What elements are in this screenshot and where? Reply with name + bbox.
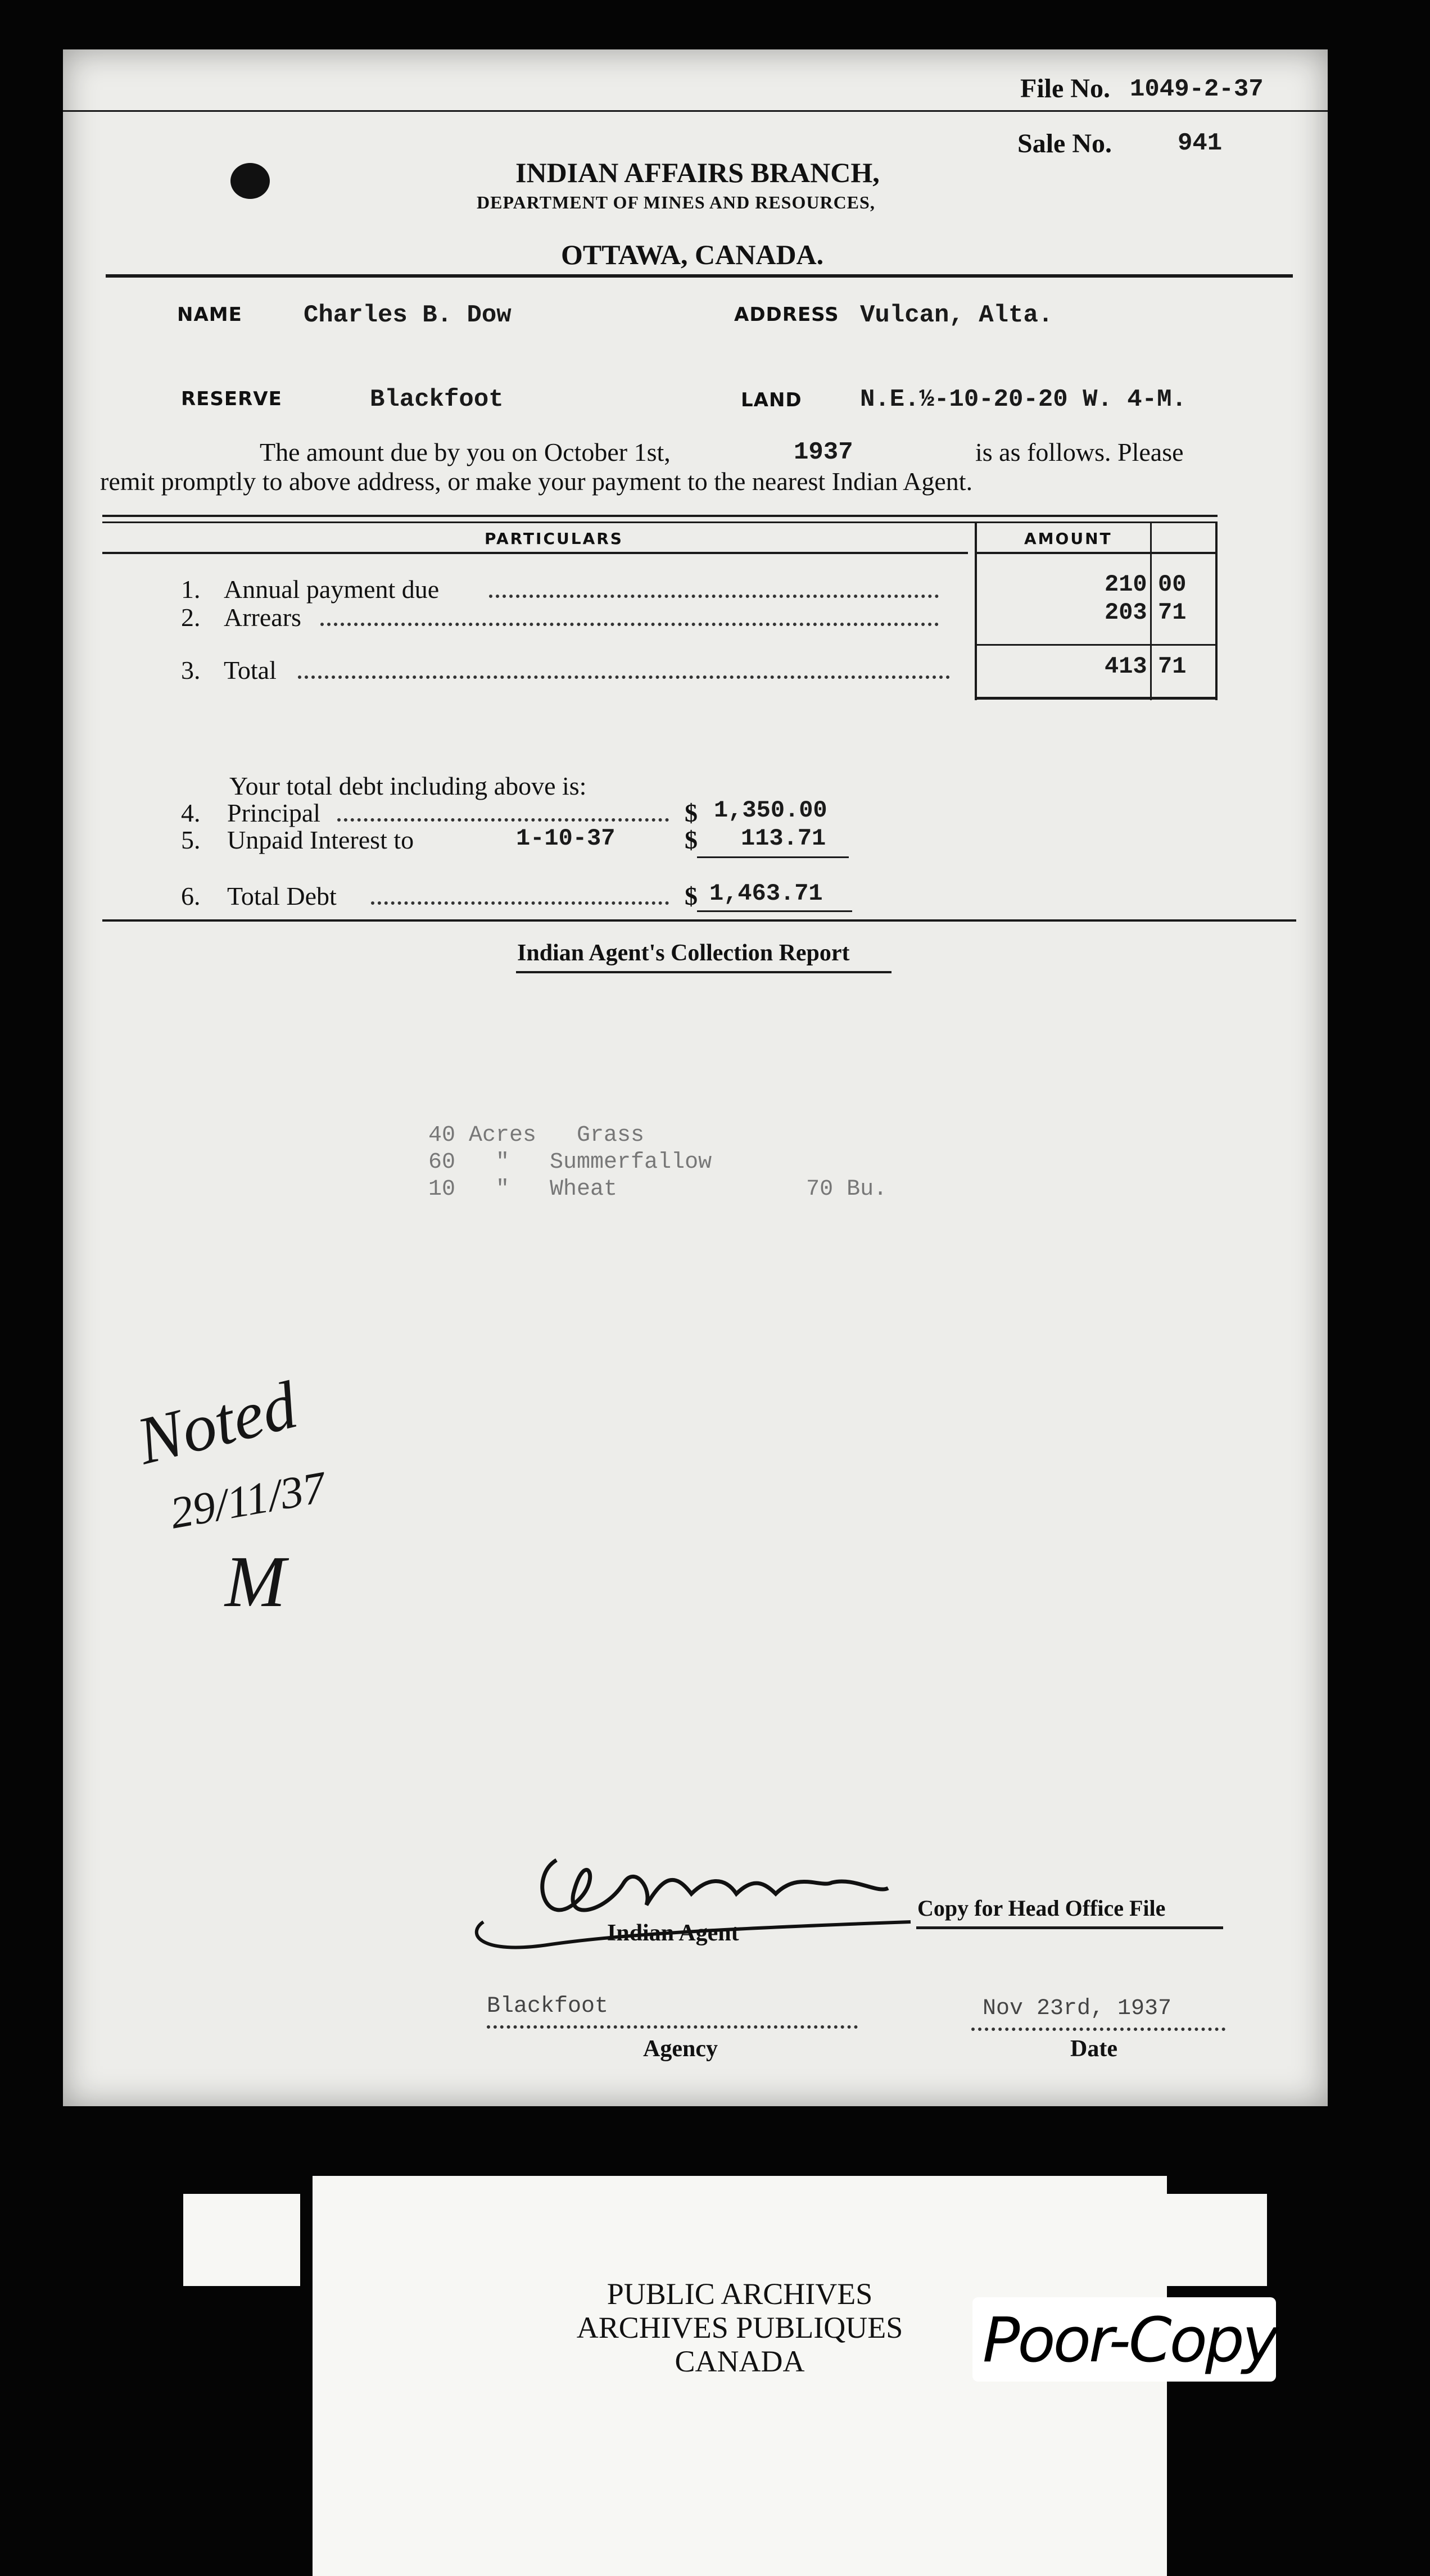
row3-num: 3. (181, 656, 201, 684)
address-value: Vulcan, Alta. (860, 301, 1053, 329)
reserve-value: Blackfoot (370, 386, 504, 414)
cents-divider (1150, 521, 1152, 700)
interest-label: Unpaid Interest to (227, 826, 414, 854)
land-value: N.E.½-10-20-20 W. 4-M. (860, 386, 1187, 414)
amount-left-border (975, 521, 977, 700)
signature-label: Indian Agent (607, 1920, 739, 1946)
row2-dollars: 203 (1105, 599, 1147, 626)
col-particulars: PARTICULARS (485, 529, 623, 548)
row2-leader (320, 623, 939, 626)
handwritten-date: 29/11/37 (166, 1462, 329, 1539)
table-top-rule (102, 515, 1218, 517)
sale-no-label: Sale No. (1017, 129, 1112, 158)
file-no-value: 1049-2-37 (1130, 75, 1264, 103)
report-line-1: 40 Acres Grass (428, 1123, 645, 1148)
row1-leader (489, 595, 939, 598)
agency-value: Blackfoot (487, 1994, 609, 2019)
amount-right-border (1215, 521, 1218, 700)
notice-year: 1937 (794, 438, 853, 466)
total-debt-leader (371, 901, 669, 905)
notice-line2: remit promptly to above address, or make your payment to the nearest Indian Agent. (100, 467, 973, 496)
poor-copy-note: Poor-Copy (983, 2304, 1277, 2376)
table-header-rule (102, 552, 968, 554)
city: OTTAWA, CANADA. (561, 239, 824, 270)
archive-line-3: CANADA (675, 2344, 805, 2378)
principal-value: 1,350.00 (714, 797, 827, 824)
row3-leader (298, 675, 950, 679)
report-title: Indian Agent's Collection Report (517, 940, 850, 966)
table-top-rule-2 (102, 521, 1218, 523)
agency-label: Agency (643, 2036, 718, 2062)
punch-hole (230, 163, 270, 199)
report-title-underline (516, 971, 892, 973)
handwritten-noted: Noted (129, 1367, 304, 1479)
address-label: ADDRESS (734, 303, 839, 326)
notice-line1: The amount due by you on October 1st, (260, 438, 671, 466)
debt-intro: Your total debt including above is: (229, 772, 587, 800)
interest-value: 113.71 (741, 825, 826, 852)
row3-dollars: 413 (1105, 653, 1147, 680)
col-amount: AMOUNT (1024, 529, 1112, 548)
date-value: Nov 23rd, 1937 (983, 1996, 1172, 2021)
name-value: Charles B. Dow (304, 301, 512, 329)
archive-line-1: PUBLIC ARCHIVES (607, 2277, 873, 2311)
interest-underline (697, 856, 849, 858)
copy-label: Copy for Head Office File (917, 1895, 1166, 1921)
reserve-label: RESERVE (181, 388, 282, 410)
row1-cents: 00 (1158, 571, 1187, 598)
top-rule (63, 110, 1328, 112)
document-sheet (63, 49, 1328, 2106)
department: DEPARTMENT OF MINES AND RESOURCES, (477, 192, 875, 212)
amount-header-rule (976, 552, 1218, 554)
notice-line1-end: is as follows. Please (975, 438, 1184, 466)
header-rule (106, 274, 1293, 278)
row1-num: 1. (181, 575, 201, 604)
date-line (971, 2028, 1225, 2031)
copy-underline (916, 1926, 1223, 1929)
row2-num: 2. (181, 603, 201, 632)
handwritten-initial: M (225, 1541, 286, 1622)
row1-label: Annual payment due (224, 575, 440, 604)
principal-label: Principal (227, 799, 321, 827)
report-line-3: 10 " Wheat 70 Bu. (428, 1177, 888, 1202)
archive-line-2: ARCHIVES PUBLIQUES (576, 2311, 903, 2344)
sale-no-value: 941 (1178, 129, 1223, 157)
subtotal-rule (975, 644, 1218, 646)
total-debt-label: Total Debt (227, 882, 337, 910)
stub-tab-left (183, 2194, 300, 2286)
org-title: INDIAN AFFAIRS BRANCH, (515, 157, 880, 188)
row3-cents: 71 (1158, 653, 1187, 680)
row2-label: Arrears (224, 603, 301, 632)
row1-dollars: 210 (1105, 571, 1147, 598)
stub-tab-right (1151, 2194, 1267, 2286)
total-debt-value: 1,463.71 (709, 880, 823, 907)
interest-date: 1-10-37 (516, 825, 616, 852)
total-debt-num: 6. (181, 882, 201, 910)
row3-label: Total (224, 656, 277, 684)
date-label: Date (1070, 2036, 1117, 2062)
interest-currency: $ (685, 826, 698, 854)
section-divider (102, 919, 1296, 922)
principal-num: 4. (181, 799, 201, 827)
agency-line (487, 2025, 858, 2029)
table-bottom-rule (975, 697, 1218, 700)
interest-num: 5. (181, 826, 201, 854)
file-no-label: File No. (1020, 74, 1110, 103)
row2-cents: 71 (1158, 599, 1187, 626)
report-line-2: 60 " Summerfallow (428, 1150, 712, 1175)
land-label: LAND (741, 389, 802, 411)
name-label: NAME (177, 303, 242, 326)
principal-leader (337, 818, 669, 822)
principal-currency: $ (685, 799, 698, 827)
total-debt-currency: $ (685, 882, 698, 910)
total-debt-underline (697, 910, 852, 912)
